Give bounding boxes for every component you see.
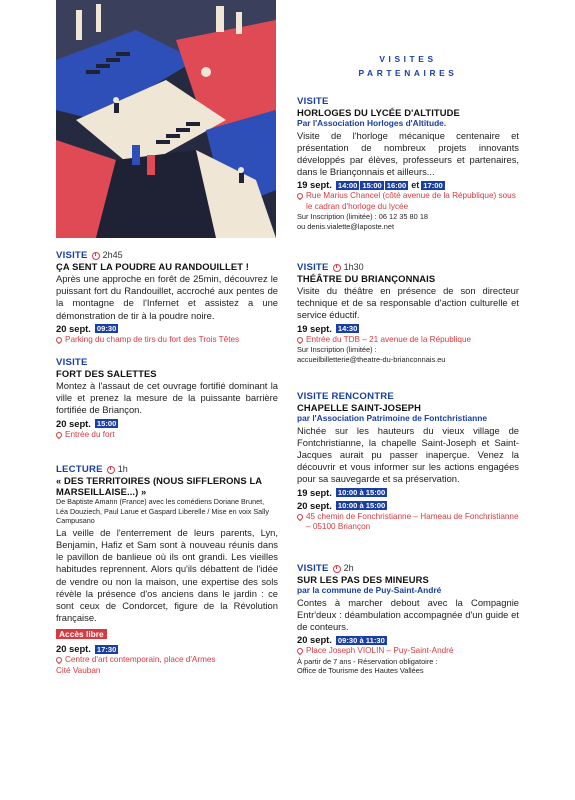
- event-time: 17:00: [423, 180, 443, 190]
- location-pin-icon: [296, 192, 304, 200]
- event-location-text: 45 chemin de Fonchristianne – Hameau de Fonchristianne – 05100 Briançon: [306, 511, 519, 531]
- location-pin-icon: [55, 430, 63, 438]
- event-time: 16:00: [386, 180, 407, 190]
- event-time: 15:00: [362, 180, 382, 190]
- event-date: 20 sept.: [56, 643, 91, 655]
- section-heading-line1: VISITES: [379, 54, 437, 64]
- event-registration: Sur Inscription (limitée) :: [297, 345, 377, 355]
- event-mineurs: [297, 563, 519, 676]
- event-title: SUR LES PAS DES MINEURS: [297, 574, 429, 585]
- event-tag: VISITE: [56, 357, 88, 368]
- event-location: [56, 335, 278, 345]
- clock-icon: [92, 252, 100, 260]
- event-organizer: par l'Association Patrimoine de Fontchristianne: [297, 413, 487, 423]
- location-pin-icon: [296, 335, 304, 343]
- event-description: Montez à l'assaut de cet ouvrage fortifié dominant la ville et prenez la mesure de la puissante barrière fortifiée de Briançon.: [56, 380, 278, 416]
- event-description: Visite de l'horloge mécanique centenaire et présentation de nombreux projets innovants développés par élèves, professeurs et partenaires, dans le Briançonnais et ailleurs...: [297, 129, 519, 178]
- event-date: 19 sept.: [297, 179, 332, 191]
- event-registration: À partir de 7 ans - Réservation obligatoire :: [297, 656, 438, 666]
- event-time: 10:00 à 15:00: [337, 488, 386, 498]
- event-title: ÇA SENT LA POUDRE AU RANDOUILLET !: [56, 261, 249, 272]
- free-access-badge: Accès libre: [56, 629, 107, 639]
- event-location: [297, 191, 519, 212]
- section-heading-line2: PARTENAIRES: [358, 68, 458, 78]
- location-pin-icon: [296, 647, 304, 655]
- event-duration: 2h: [343, 563, 354, 573]
- event-location-text: Place Joseph VIOLIN – Puy-Saint-André: [306, 646, 454, 656]
- event-chapelle: [297, 391, 519, 532]
- location-pin-icon: [296, 512, 304, 520]
- event-registration: Sur Inscription (limitée) : 06 12 35 80 18: [297, 212, 429, 222]
- event-location-text: Entrée du TDB – 21 avenue de la République: [306, 334, 472, 344]
- event-tag: LECTURE: [56, 464, 103, 475]
- event-time: 09:30: [96, 324, 117, 334]
- clock-icon: [107, 466, 115, 474]
- event-description: Nichée sur les hauteurs du vieux village de Fontchristianne, la chapelle Saint-Joseph et Saint-Jacques aurait pu passer inaperçue. Venez la découvrir et vous informer sur les actions engagées pour sa sauvegarde et sa préservation.: [297, 424, 519, 485]
- event-organizer: Par l'Association Horloges d'Altitude.: [297, 118, 447, 128]
- event-time: 09:30 à 11:30: [337, 635, 385, 645]
- time-joiner: et: [411, 180, 420, 191]
- event-tag: VISITE: [297, 563, 329, 574]
- event-contact: Office de Tourisme des Hautes Vallées: [297, 666, 424, 676]
- event-date-2: 20 sept.: [297, 499, 332, 511]
- event-date: 19 sept.: [297, 486, 332, 498]
- event-time-2: 10:00 à 15:00: [337, 501, 386, 511]
- event-date: 19 sept.: [297, 322, 332, 334]
- event-description: Après une approche en forêt de 25min, découvrez le puissant fort du Randouillet, accroché aux pentes de la montagne de l'Infernet et assistez a une démonstration de tir à la poudre noire.: [56, 273, 278, 321]
- event-description: Visite du théâtre en présence de son directeur technique et de sa responsable d'action culturelle et service éductif.: [297, 285, 519, 321]
- event-duration: 2h45: [102, 250, 123, 260]
- event-date: 20 sept.: [297, 634, 332, 646]
- event-duration: 1h: [117, 464, 128, 474]
- section-heading: [297, 52, 519, 80]
- event-title: FORT DES SALETTES: [56, 368, 157, 379]
- event-location-text: Entrée du fort: [65, 429, 115, 439]
- event-location-line2: Cité Vauban: [56, 665, 101, 675]
- event-tag: VISITE: [297, 96, 329, 107]
- event-credits: De Baptiste Amann (France) avec les comédiens Doriane Brunet, Léa Douziech, Paul Larue et Gaspard Liberelle / Mise en voix Sally Campusano: [56, 497, 269, 526]
- illustration: [56, 0, 276, 238]
- event-time: 14:30: [337, 324, 358, 334]
- location-pin-icon: [55, 336, 63, 344]
- event-location: [56, 655, 278, 665]
- event-tag: VISITE RENCONTRE: [297, 391, 395, 402]
- event-tag: VISITE: [56, 250, 88, 261]
- event-contact: accueilbilletterie@theatre-du-brianconnais.eu: [297, 354, 446, 364]
- event-tag: VISITE: [297, 262, 329, 273]
- event-title: CHAPELLE SAINT-JOSEPH: [297, 402, 421, 413]
- event-theatre: [297, 262, 519, 365]
- event-location: [56, 430, 278, 440]
- event-location: [297, 512, 519, 533]
- event-description: Contes à marcher debout avec la Compagnie Entr'deux : déambulation accompagnée d'un guide et de conteurs.: [297, 596, 519, 632]
- clock-icon: [333, 264, 341, 272]
- event-duration: 1h30: [343, 262, 364, 272]
- event-salettes: [56, 357, 278, 440]
- event-location-text: Rue Marius Chancel (côté avenue de la République) sous le cadran d'horloge du lycée: [306, 191, 516, 211]
- event-title: « DES TERRITOIRES (NOUS SIFFLERONS LA MARSEILLAISE...) »: [56, 475, 262, 497]
- event-time: 14:00: [337, 180, 358, 190]
- event-contact: ou denis.vialette@laposte.net: [297, 221, 395, 231]
- event-location-text: Parking du champ de tirs du fort des Trois Têtes: [65, 334, 240, 344]
- event-time: 17:30: [96, 644, 117, 654]
- location-pin-icon: [55, 656, 63, 664]
- event-time: 15:00: [96, 419, 117, 429]
- event-description: La veille de l'enterrement de leurs parents, Lyn, Benjamin, Hafiz et Sam sont à nouveau réunis dans le pavillon de banlieue où ils ont grandi. Les vieilles habitudes reprennent. Alors qu'ils débattent de l'idée de vendre ou non la maison, une expertise des sols révèle la présence d'os anciens dans le jardin : ce sont ceux de Condorcet, figure de la Révolution française.: [56, 526, 278, 624]
- event-location: [297, 335, 519, 345]
- event-title: HORLOGES DU LYCÉE D'ALTITUDE: [297, 107, 460, 118]
- event-horloges: [297, 96, 519, 232]
- staircase-illustration: [56, 0, 276, 238]
- event-lecture: [56, 464, 278, 676]
- event-location: [297, 646, 519, 656]
- event-date: 20 sept.: [56, 417, 91, 429]
- event-organizer: par la commune de Puy-Saint-André: [297, 585, 442, 595]
- clock-icon: [333, 565, 341, 573]
- event-title: THÉÂTRE DU BRIANÇONNAIS: [297, 273, 436, 284]
- event-date: 20 sept.: [56, 322, 91, 334]
- event-location-text: Centre d'art contemporain, place d'Armes: [65, 655, 216, 665]
- event-randouillet: [56, 250, 278, 345]
